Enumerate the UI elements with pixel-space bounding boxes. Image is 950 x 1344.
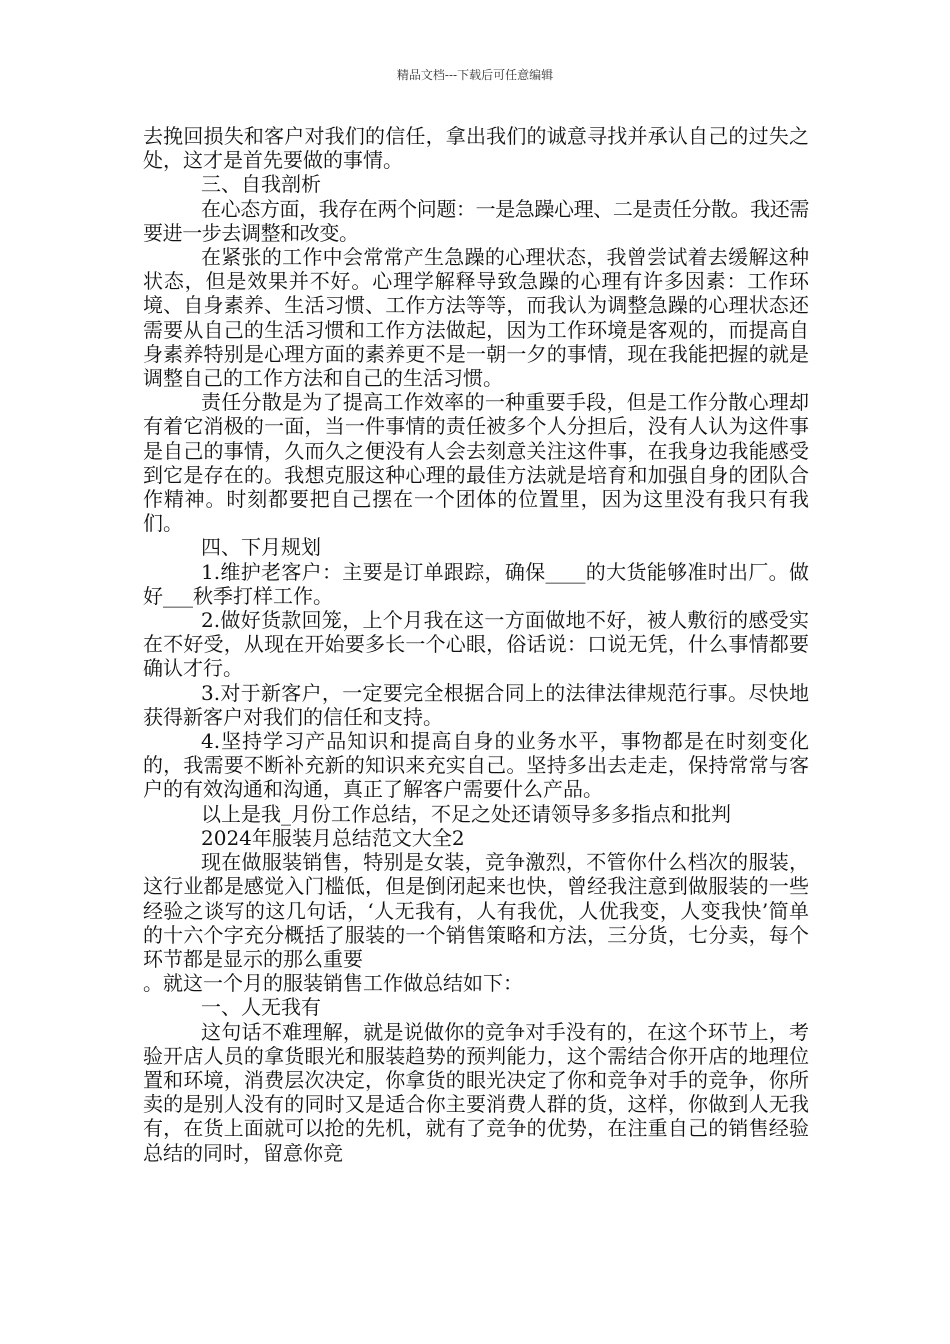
page-header: 精品文档---下载后可任意编辑 <box>396 68 554 82</box>
section-heading: 三、自我剖析 <box>201 172 321 197</box>
paragraph: 这句话不难理解，就是说做你的竞争对手没有的，在这个环节上，考验开店人员的拿货眼光和服装趋势的预判能力，这个需结合你开店的地理位置和环境，消费层次决定，你拿货的眼光决定了你和竞争对手的竞争，你所卖的是别人没有的同时又是适合你主要消费人群的货，这样，你做到人无我有，在货上面就可以抢的先机，就有了竞争的优势，在注重自己的销售经验总结的同时，留意你竞 <box>143 1019 809 1165</box>
list-item: 4.坚持学习产品知识和提高自身的业务水平，事物都是在时刻变化的，我需要不断补充新的知识来充实自己。坚持多出去走走，保持常常与客户的有效沟通和沟通，真正了解客户需要什么产品。 <box>143 729 809 802</box>
paragraph: 责任分散是为了提高工作效率的一种重要手段，但是工作分散心理却有着它消极的一面，当一件事情的责任被多个人分担后，没有人认为这件事是自己的事情，久而久之便没有人会去刻意关注这件事，在我身边我能感受到它是存在的。我想克服这种心理的最佳方法就是培育和加强自身的团队合作精神。时刻都要把自己摆在一个团体的位置里，因为这里没有我只有我们。 <box>143 390 809 536</box>
list-item: 1.维护老客户：主要是订单跟踪，确保____的大货能够准时出厂。做好___秋季打样工作。 <box>143 559 809 608</box>
section-heading: 四、下月规划 <box>201 535 321 560</box>
document-body <box>143 124 809 1165</box>
list-item: 3.对于新客户，一定要完全根据合同上的法律法律规范行事。尽快地获得新客户对我们的信任和支持。 <box>143 680 809 729</box>
paragraph: 在紧张的工作中会常常产生急躁的心理状态，我曾尝试着去缓解这种状态，但是效果并不好。心理学解释导致急躁的心理有许多因素：工作环境、自身素养、生活习惯、工作方法等等，而我认为调整急躁的心理状态还需要从自己的生活习惯和工作方法做起，因为工作环境是客观的，而提高自身素养特别是心理方面的素养更不是一朝一夕的事情，现在我能把握的就是调整自己的工作方法和自己的生活习惯。 <box>143 245 809 391</box>
document-title: 2024年服装月总结范文大全2 <box>201 825 465 850</box>
paragraph: 在心态方面，我存在两个问题：一是急躁心理、二是责任分散。我还需要进一步去调整和改变。 <box>143 196 809 245</box>
paragraph: 去挽回损失和客户对我们的信任，拿出我们的诚意寻找并承认自己的过失之处，这才是首先要做的事情。 <box>143 124 809 173</box>
paragraph: 。就这一个月的服装销售工作做总结如下： <box>143 971 523 996</box>
paragraph: 以上是我_月份工作总结，不足之处还请领导多多指点和批判 <box>201 801 731 826</box>
section-heading: 一、人无我有 <box>201 995 321 1020</box>
paragraph: 现在做服装销售，特别是女装，竞争激烈，不管你什么档次的服装，这行业都是感觉入门槛低，但是倒闭起来也快，曾经我注意到做服装的一些经验之谈写的这几句话，‘人无我有，人有我优，人优我变，人变我快’简单的十六个字充分概括了服装的一个销售策略和方法，三分货，七分卖，每个环节都是显示的那么重要 <box>143 850 809 971</box>
list-item: 2.做好货款回笼，上个月我在这一方面做地不好，被人敷衍的感受实在不好受，从现在开始要多长一个心眼，俗话说：口说无凭，什么事情都要确认才行。 <box>143 608 809 681</box>
